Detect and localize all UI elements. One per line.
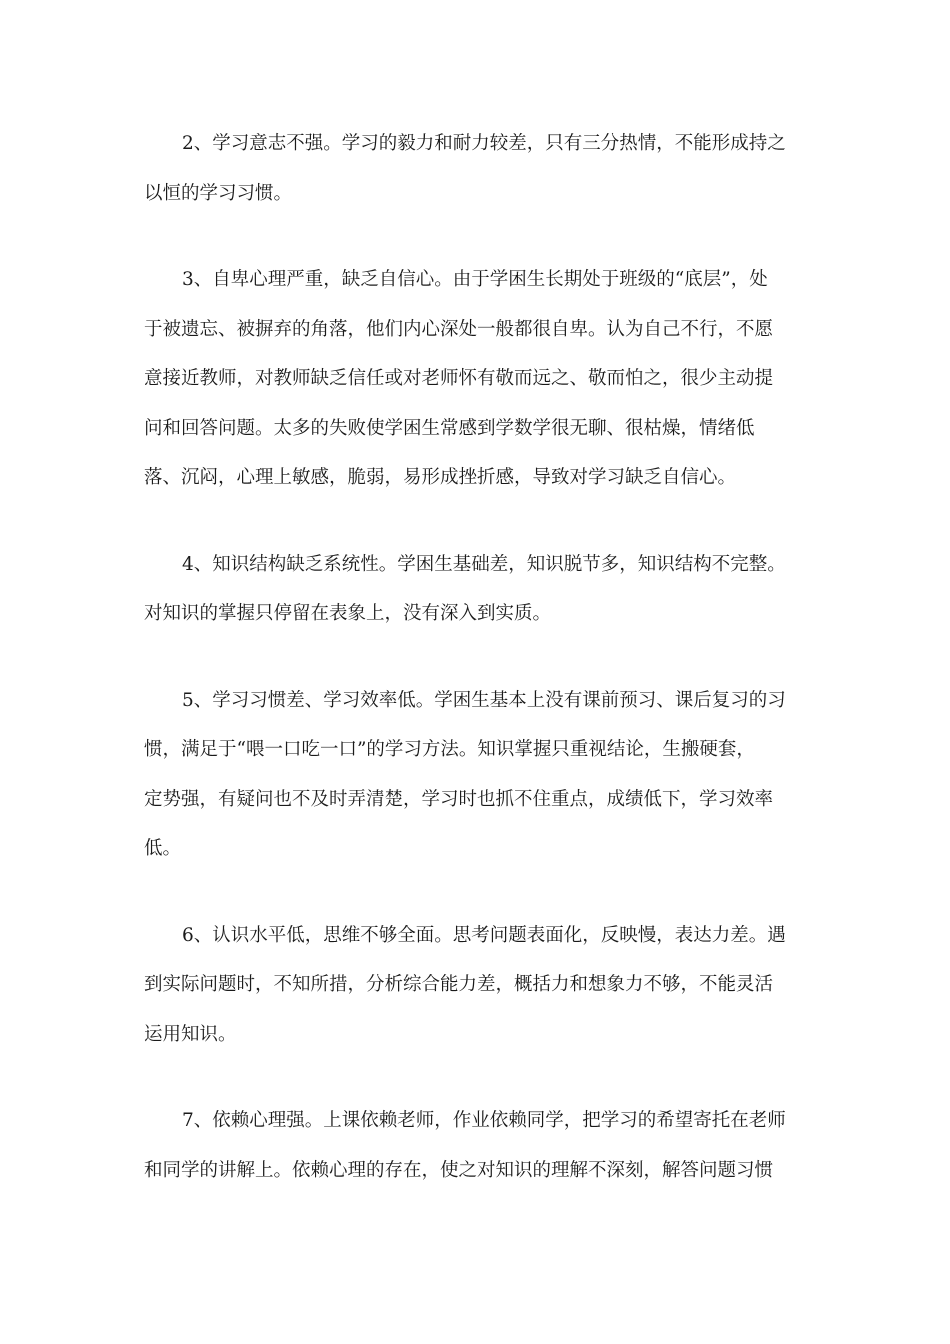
paragraph-line: 6、认识水平低，思维不够全面。思考问题表面化，反映慢，表达力差。遇: [182, 924, 786, 946]
paragraph-line: 于被遗忘、被摒弃的角落，他们内心深处一般都很自卑。认为自己不行，不愿: [144, 318, 774, 340]
paragraph-line: 落、沉闷，心理上敏感，脆弱，易形成挫折感，导致对学习缺乏自信心。: [144, 467, 737, 488]
paragraph-item-5: [144, 676, 808, 874]
paragraph-line: 到实际问题时，不知所措，分析综合能力差，概括力和想象力不够，不能灵活: [144, 974, 774, 995]
paragraph-line: 问和回答问题。太多的失败使学困生常感到学数学很无聊、很枯燥，情绪低: [144, 417, 755, 439]
paragraph-item-7: [144, 1096, 808, 1195]
paragraph-line: 3、自卑心理严重，缺乏自信心。由于学困生长期处于班级的“底层”，处: [182, 269, 768, 290]
paragraph-line: 2、学习意志不强。学习的毅力和耐力较差，只有三分热情，不能形成持之: [182, 133, 786, 154]
paragraph-item-3: [144, 255, 808, 503]
paragraph-item-4: [144, 540, 808, 639]
paragraph-item-2: [144, 119, 808, 218]
paragraph-line: 低。: [144, 838, 182, 859]
paragraph-line: 以恒的学习习惯。: [144, 182, 293, 204]
paragraph-line: 5、学习习惯差、学习效率低。学困生基本上没有课前预习、课后复习的习: [182, 689, 786, 711]
document-body: [144, 119, 808, 1232]
paragraph-line: 和同学的讲解上。依赖心理的存在，使之对知识的理解不深刻，解答问题习惯: [144, 1159, 774, 1181]
paragraph-line: 对知识的掌握只停留在表象上，没有深入到实质。: [144, 603, 552, 624]
paragraph-line: 意接近教师，对教师缺乏信任或对老师怀有敬而远之、敬而怕之，很少主动提: [144, 368, 774, 389]
paragraph-line: 运用知识。: [144, 1023, 237, 1045]
paragraph-line: 定势强，有疑问也不及时弄清楚，学习时也抓不住重点，成绩低下，学习效率: [144, 788, 774, 810]
paragraph-item-6: [144, 911, 808, 1060]
paragraph-line: 4、知识结构缺乏系统性。学困生基础差，知识脱节多，知识结构不完整。: [182, 553, 786, 575]
paragraph-line: 7、依赖心理强。上课依赖老师，作业依赖同学，把学习的希望寄托在老师: [182, 1110, 786, 1131]
paragraph-line: 惯，满足于“喂一口吃一口”的学习方法。知识掌握只重视结论，生搬硬套，: [144, 739, 755, 760]
